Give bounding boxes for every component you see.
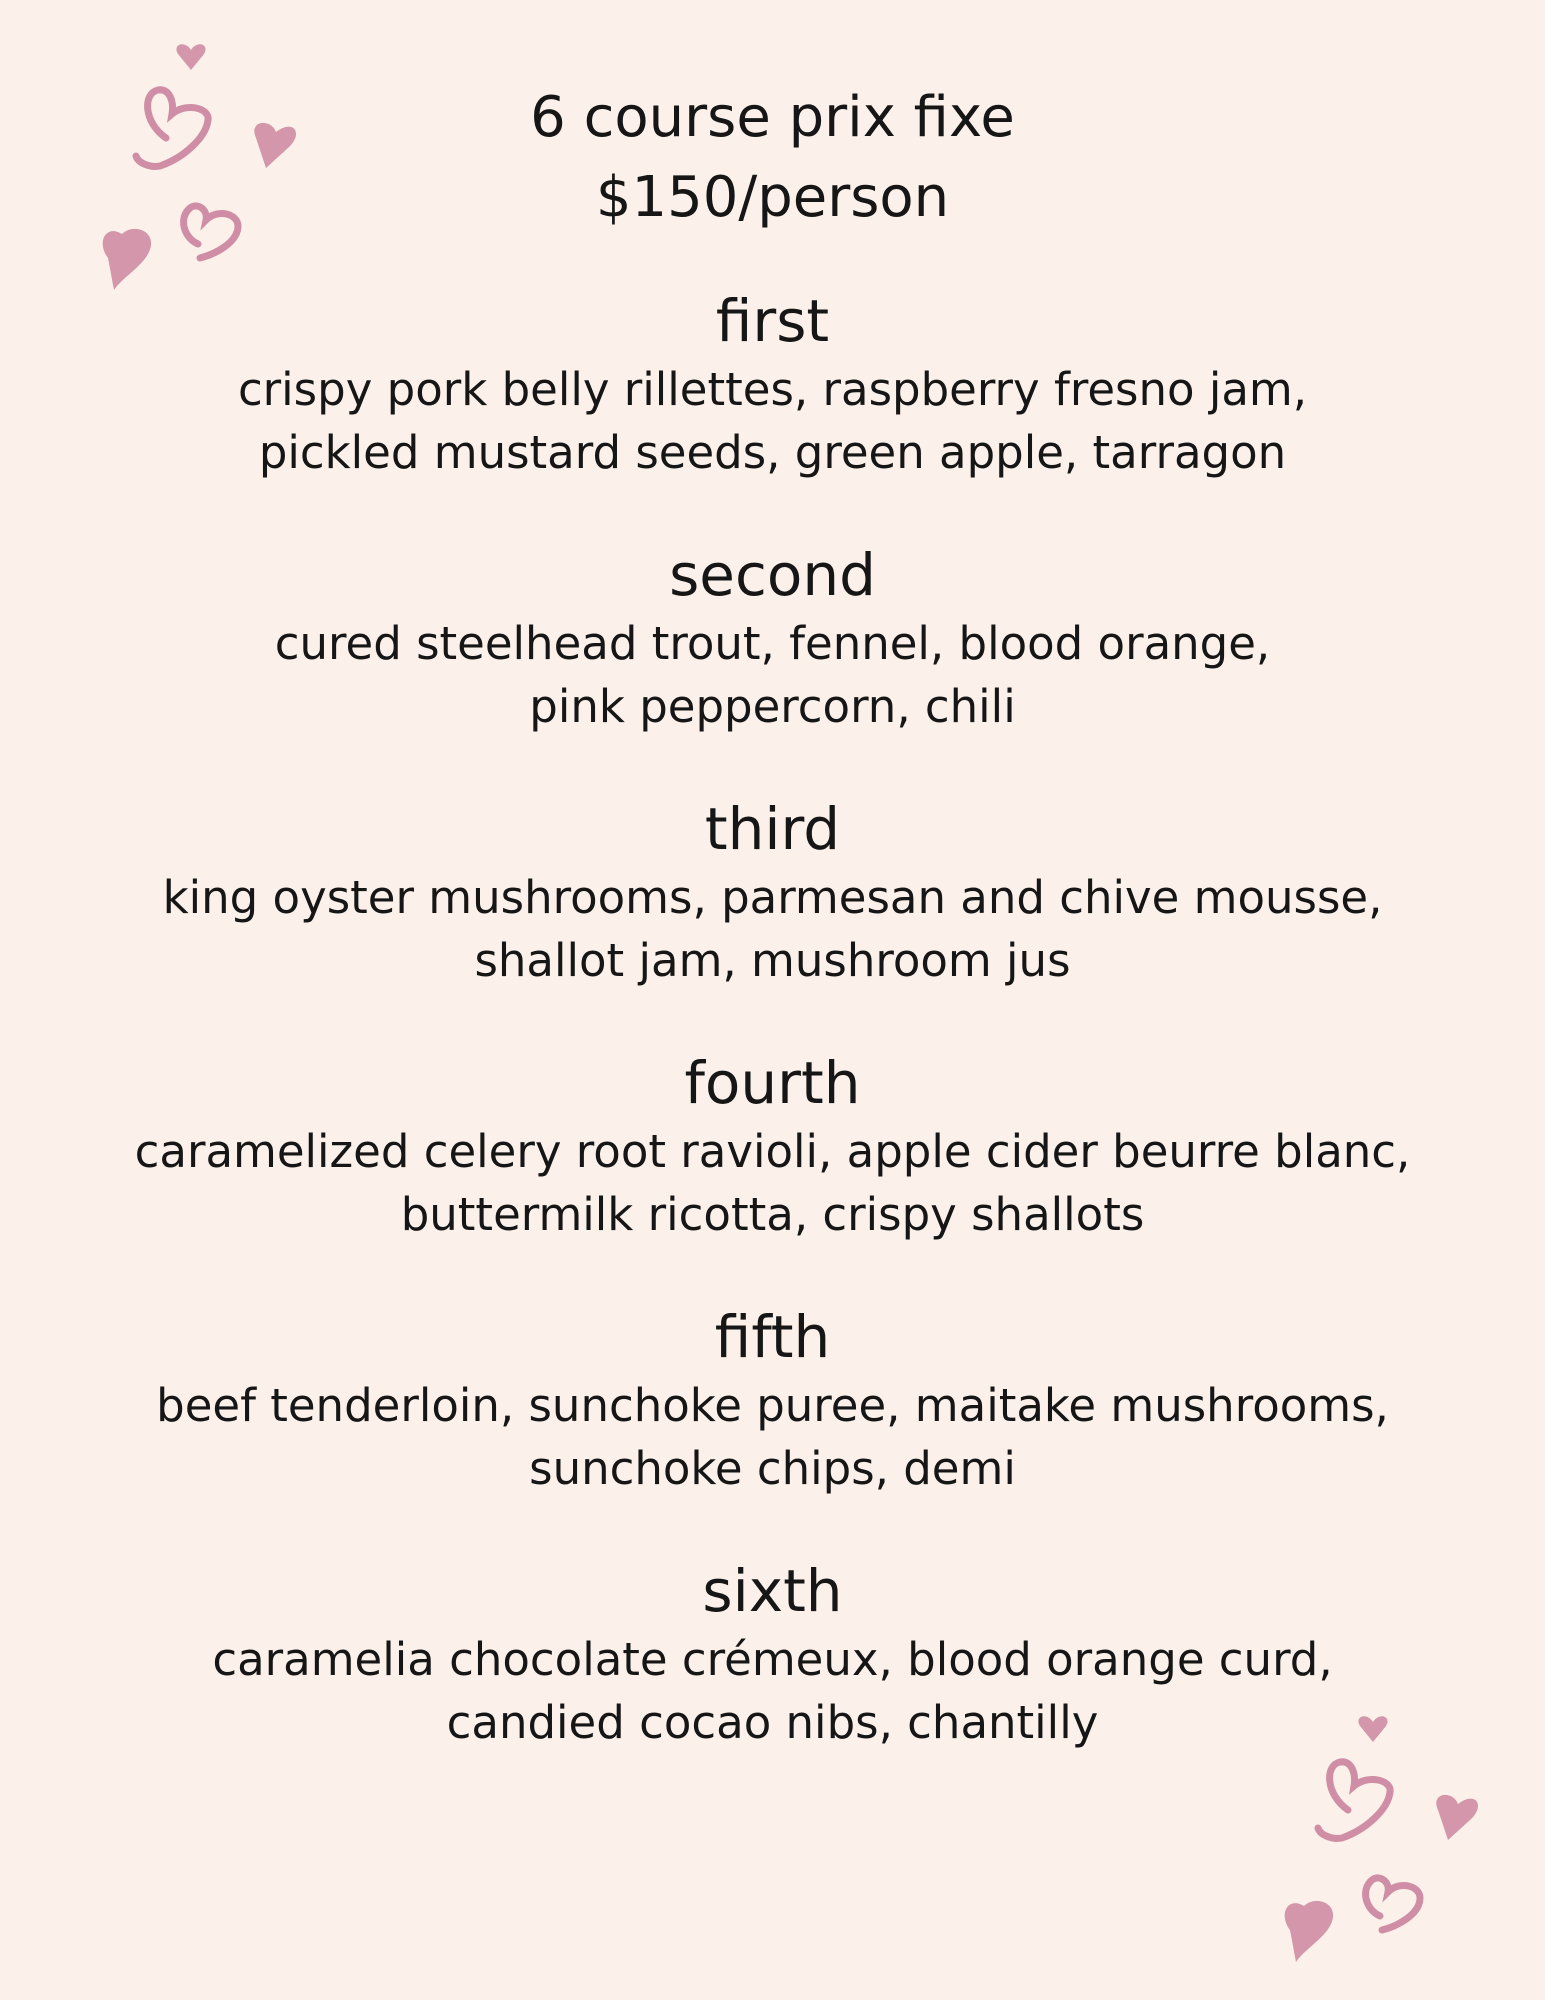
course-name: fifth bbox=[714, 1303, 831, 1371]
course-fourth bbox=[0, 1046, 1545, 1246]
course-description-line: sunchoke chips, demi bbox=[529, 1442, 1016, 1495]
course-name: second bbox=[669, 541, 876, 609]
course-name: first bbox=[715, 287, 830, 355]
course-description-line: buttermilk ricotta, crispy shallots bbox=[400, 1188, 1145, 1241]
course-description-line: caramelia chocolate crémeux, blood orange curd, bbox=[212, 1633, 1333, 1686]
course-name: third bbox=[704, 795, 841, 863]
course-sixth bbox=[0, 1554, 1545, 1754]
course-name: fourth bbox=[684, 1049, 861, 1117]
course-description-line: pickled mustard seeds, green apple, tarragon bbox=[258, 426, 1287, 479]
course-description-line: caramelized celery root ravioli, apple cider beurre blanc, bbox=[134, 1125, 1411, 1178]
outline-heart-icon bbox=[1366, 1878, 1420, 1930]
filled-heart-icon bbox=[1436, 1795, 1478, 1840]
course-second bbox=[0, 538, 1545, 738]
menu-header bbox=[0, 78, 1545, 238]
course-name: sixth bbox=[702, 1557, 843, 1625]
course-third bbox=[0, 792, 1545, 992]
outline-heart-icon bbox=[1318, 1762, 1390, 1839]
filled-heart-icon bbox=[1285, 1901, 1333, 1962]
prix-fixe-title: 6 course prix fixe bbox=[530, 85, 1015, 150]
small-heart-icon bbox=[176, 44, 205, 70]
course-fifth bbox=[0, 1300, 1545, 1500]
filled-heart-icon bbox=[103, 229, 151, 290]
price-per-person: $150/person bbox=[595, 165, 950, 230]
course-first bbox=[0, 284, 1545, 484]
course-description-line: crispy pork belly rillettes, raspberry fresno jam, bbox=[237, 363, 1308, 416]
course-description-line: cured steelhead trout, fennel, blood orange, bbox=[274, 617, 1271, 670]
course-description-line: pink peppercorn, chili bbox=[529, 680, 1016, 733]
course-description-line: king oyster mushrooms, parmesan and chive mousse, bbox=[162, 871, 1383, 924]
course-description-line: shallot jam, mushroom jus bbox=[474, 934, 1071, 987]
course-description-line: candied cocao nibs, chantilly bbox=[446, 1696, 1099, 1749]
course-description-line: beef tenderloin, sunchoke puree, maitake mushrooms, bbox=[156, 1379, 1389, 1432]
